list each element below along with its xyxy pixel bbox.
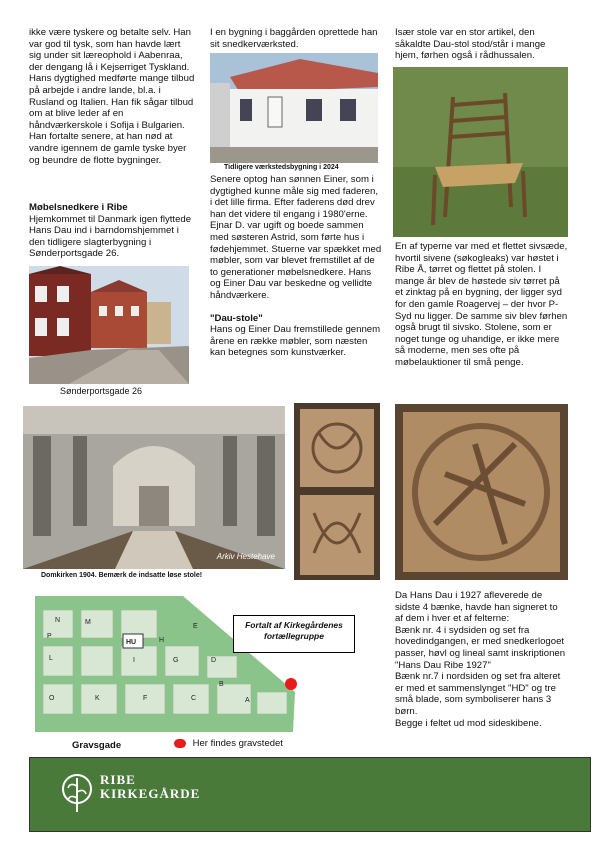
map-section-label: L (49, 655, 53, 662)
marker-legend-label: Her findes gravstedet (192, 738, 283, 749)
map-section-label: A (245, 697, 250, 704)
paragraph: Bænk nr. 4 i sydsiden og set fra hovedindgangen, er med snedkerlogoet passer, høvl og lineal samt inskriptionen "Hans Dau Ribe 1927" (395, 624, 566, 671)
carving-panel-small (294, 403, 380, 580)
paragraph: I en bygning i baggården oprettede han sit snedkerværksted. (210, 27, 378, 50)
footer-logo-text (100, 773, 200, 801)
map-section-label: P (47, 633, 52, 640)
paragraph: Bænk nr.7 i nordsiden og set fra alteret er med et sammenslynget "HD" og tre små blade, som symboliserer hans 3 børn. (395, 671, 561, 717)
column-1-text-top (29, 27, 195, 166)
column-1-section (29, 202, 195, 260)
paragraph: Da Hans Dau i 1927 afleverede de sidste 4 bænke, havde han signeret to af dem i hver et af felterne: (395, 590, 558, 625)
church-photo (23, 406, 285, 569)
paragraph: En af typerne var med et flettet sivsæde, hvortil sivene (søkogleaks) var høstet i Ribe Å, tørret og flettet på stolen. I mange år blev de høstede siv tørret på et zinktag på en bygning, der ligger syd for den gamle Roagervej – der hvor P-Syd nu ligger. De samme siv blev førhen også brugt til sivsko. Stolene, som er noget tunge og uhandige, er ikke mere så moderne, men ses ofte på møbelauktioner til små penge. (395, 241, 568, 368)
map-section-label: F (143, 695, 148, 702)
legend-line: Fortalt af Kirkegårdenes (245, 620, 343, 630)
logo-line: RIBE (100, 772, 136, 787)
street-label: Gravsgade (72, 740, 122, 751)
paragraph: Senere optog han sønnen Einer, som i dygtighed kunne måle sig med faderen, i det lille firma. Efter faderens død drev han det videre til engang i 1980'erne. Ejnar D. var ugift og boede sammen med søsteren Astrid, som førte hus i fødehjemmet. Stuerne var spækket med møbler, som var blevet fremstillet af de to generationer møbelsnedkere. Hans og Einer Dau var beskedne og vellidte håndværkere. (210, 174, 382, 301)
paragraph: Hans og Einer Dau fremstillede gennem årene en række møbler, som næsten kan betegnes som kunstværker. (210, 324, 381, 359)
workshop-photo-caption: Tidligere værkstedsbygning i 2024 (224, 164, 339, 171)
map-section-label: H (159, 637, 165, 644)
column-3-body (395, 241, 568, 369)
marker-dot-icon (174, 739, 186, 748)
map-section-label: G (173, 657, 179, 664)
tree-logo-icon (60, 772, 94, 814)
section-heading: Møbelsnedkere i Ribe (29, 202, 128, 213)
map-section-label: HU (126, 639, 137, 646)
marker-legend (174, 738, 283, 749)
carving-panel-large (395, 404, 568, 580)
archive-watermark: Arkiv Hestehave (216, 552, 275, 561)
paragraph: Især stole var en stor artikel, den såkaldte Dau-stol stod/står i mange hjem, førhen også i rådhussalen. (395, 27, 546, 62)
street-photo-caption: Sønderportsgade 26 (60, 386, 143, 396)
chair-photo (393, 67, 568, 237)
paragraph: Hjemkommet til Danmark igen flyttede Hans Dau ind i barndomshjemmet i den tidligere slagterbygning i Sønderportsgade 26. (29, 213, 192, 260)
paragraph: ikke være tyskere og betalte selv. Han var god til tysk, som han havde lært sig under sit læreophold i Aabenraa, der dengang lå i Kejserriget Tyskland. Hans dygtighed medførte mange tilbud på arbejde i andre lande, bl.a. i Rusland og Italien. Han fik sågar tilbud om at blive leder af en håndværkerskole i Sofija i Bulgarien. Han fortalte senere, at han nød at vandre igennem de gamle tyske byer og beundre de flotte bygninger. (29, 27, 195, 166)
map-section-label: O (49, 695, 55, 702)
map-section-label: C (191, 695, 197, 702)
legend-line: fortællegruppe (264, 631, 324, 641)
map-legend-box (233, 615, 355, 653)
street-photo (29, 266, 189, 384)
map-section-label: I (133, 657, 135, 664)
workshop-photo (210, 53, 378, 163)
map-section-label: D (211, 657, 217, 664)
footer-banner (29, 757, 591, 832)
column-3-intro (395, 27, 567, 62)
carving-description (395, 590, 568, 729)
map-section-label: B (219, 681, 224, 688)
map-section-label: K (95, 695, 100, 702)
section-heading: "Dau-stole" (210, 312, 263, 324)
column-2-intro (210, 27, 380, 50)
paragraph: Begge i feltet ud mod sideskibene. (395, 717, 542, 729)
grave-marker (285, 678, 297, 690)
map-section-label: M (85, 619, 91, 626)
map-section-label: E (193, 623, 198, 630)
logo-line: KIRKEGÅRDE (100, 786, 201, 801)
column-2-body (210, 174, 382, 359)
church-photo-caption: Domkirken 1904. Bemærk de indsatte løse stole! (41, 572, 203, 579)
map-section-label: N (55, 617, 61, 624)
